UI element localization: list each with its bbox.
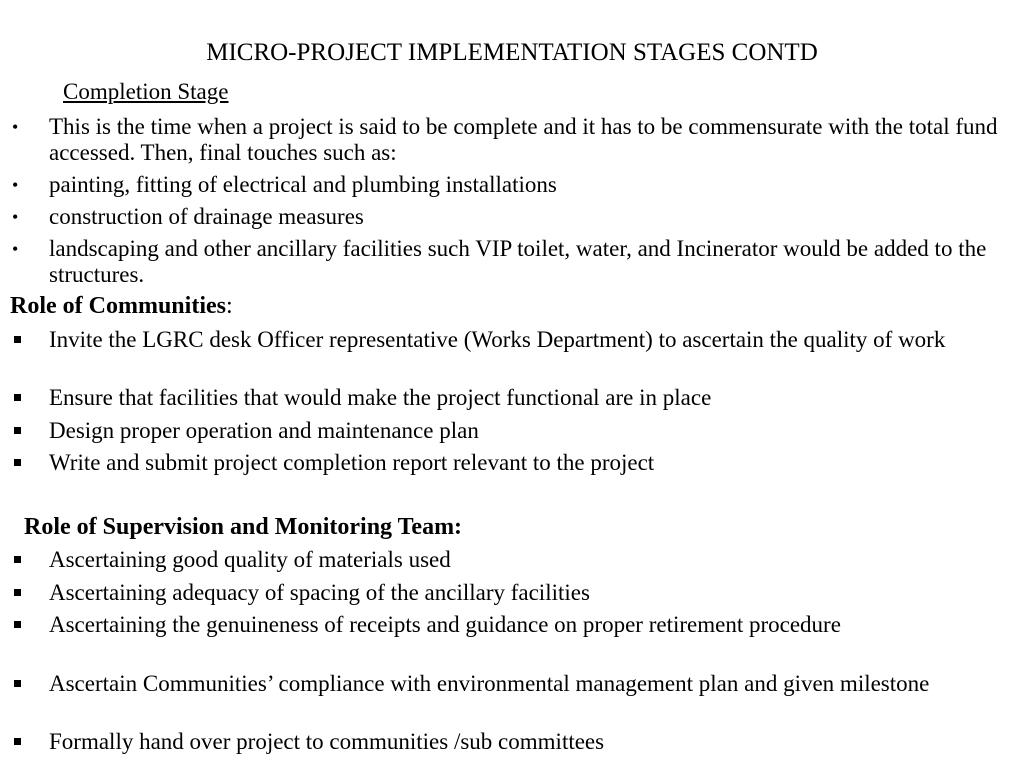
slide-title: MICRO-PROJECT IMPLEMENTATION STAGES CONTD [206, 39, 818, 66]
list-item-text: This is the time when a project is said to be complete and it has to be commensurate with the total fund accessed. Then, final touches such as: [49, 114, 998, 165]
list-item-text: Design proper operation and maintenance plan [49, 418, 479, 443]
role-of-supervision-heading: Role of Supervision and Monitoring Team: [24, 514, 463, 540]
list-item-text: landscaping and other ancillary facilities such VIP toilet, water, and Incinerator would be added to the structures. [49, 236, 987, 287]
bullet-dot-icon: • [12, 207, 19, 227]
list-item-text: Invite the LGRC desk Officer representative (Works Department) to ascertain the quality of work [49, 327, 946, 352]
list-item-text: Ensure that facilities that would make the project functional are in place [49, 385, 712, 410]
role-of-communities-heading [10, 292, 233, 320]
completion-stage-heading: Completion Stage [63, 79, 229, 104]
list-item-text: Ascertaining the genuineness of receipts and guidance on proper retirement procedure [49, 612, 841, 637]
role-of-communities-label: Role of Communities [10, 293, 226, 319]
bullet-dot-icon: • [12, 239, 19, 259]
list-item-text: Ascertaining adequacy of spacing of the ancillary facilities [49, 580, 590, 605]
bullet-dot-icon: • [12, 117, 19, 137]
list-item-text: Write and submit project completion report relevant to the project [49, 450, 655, 475]
list-item-text: Ascertain Communities’ compliance with environmental management plan and given milestone [49, 671, 930, 696]
list-item-text: Formally hand over project to communities /sub committees [49, 729, 605, 754]
list-item-text: painting, fitting of electrical and plumbing installations [49, 172, 557, 197]
bullet-dot-icon: • [12, 175, 19, 195]
list-item-text: Ascertaining good quality of materials used [49, 547, 451, 572]
heading-colon: : [225, 293, 233, 319]
list-item-text: construction of drainage measures [49, 204, 364, 229]
